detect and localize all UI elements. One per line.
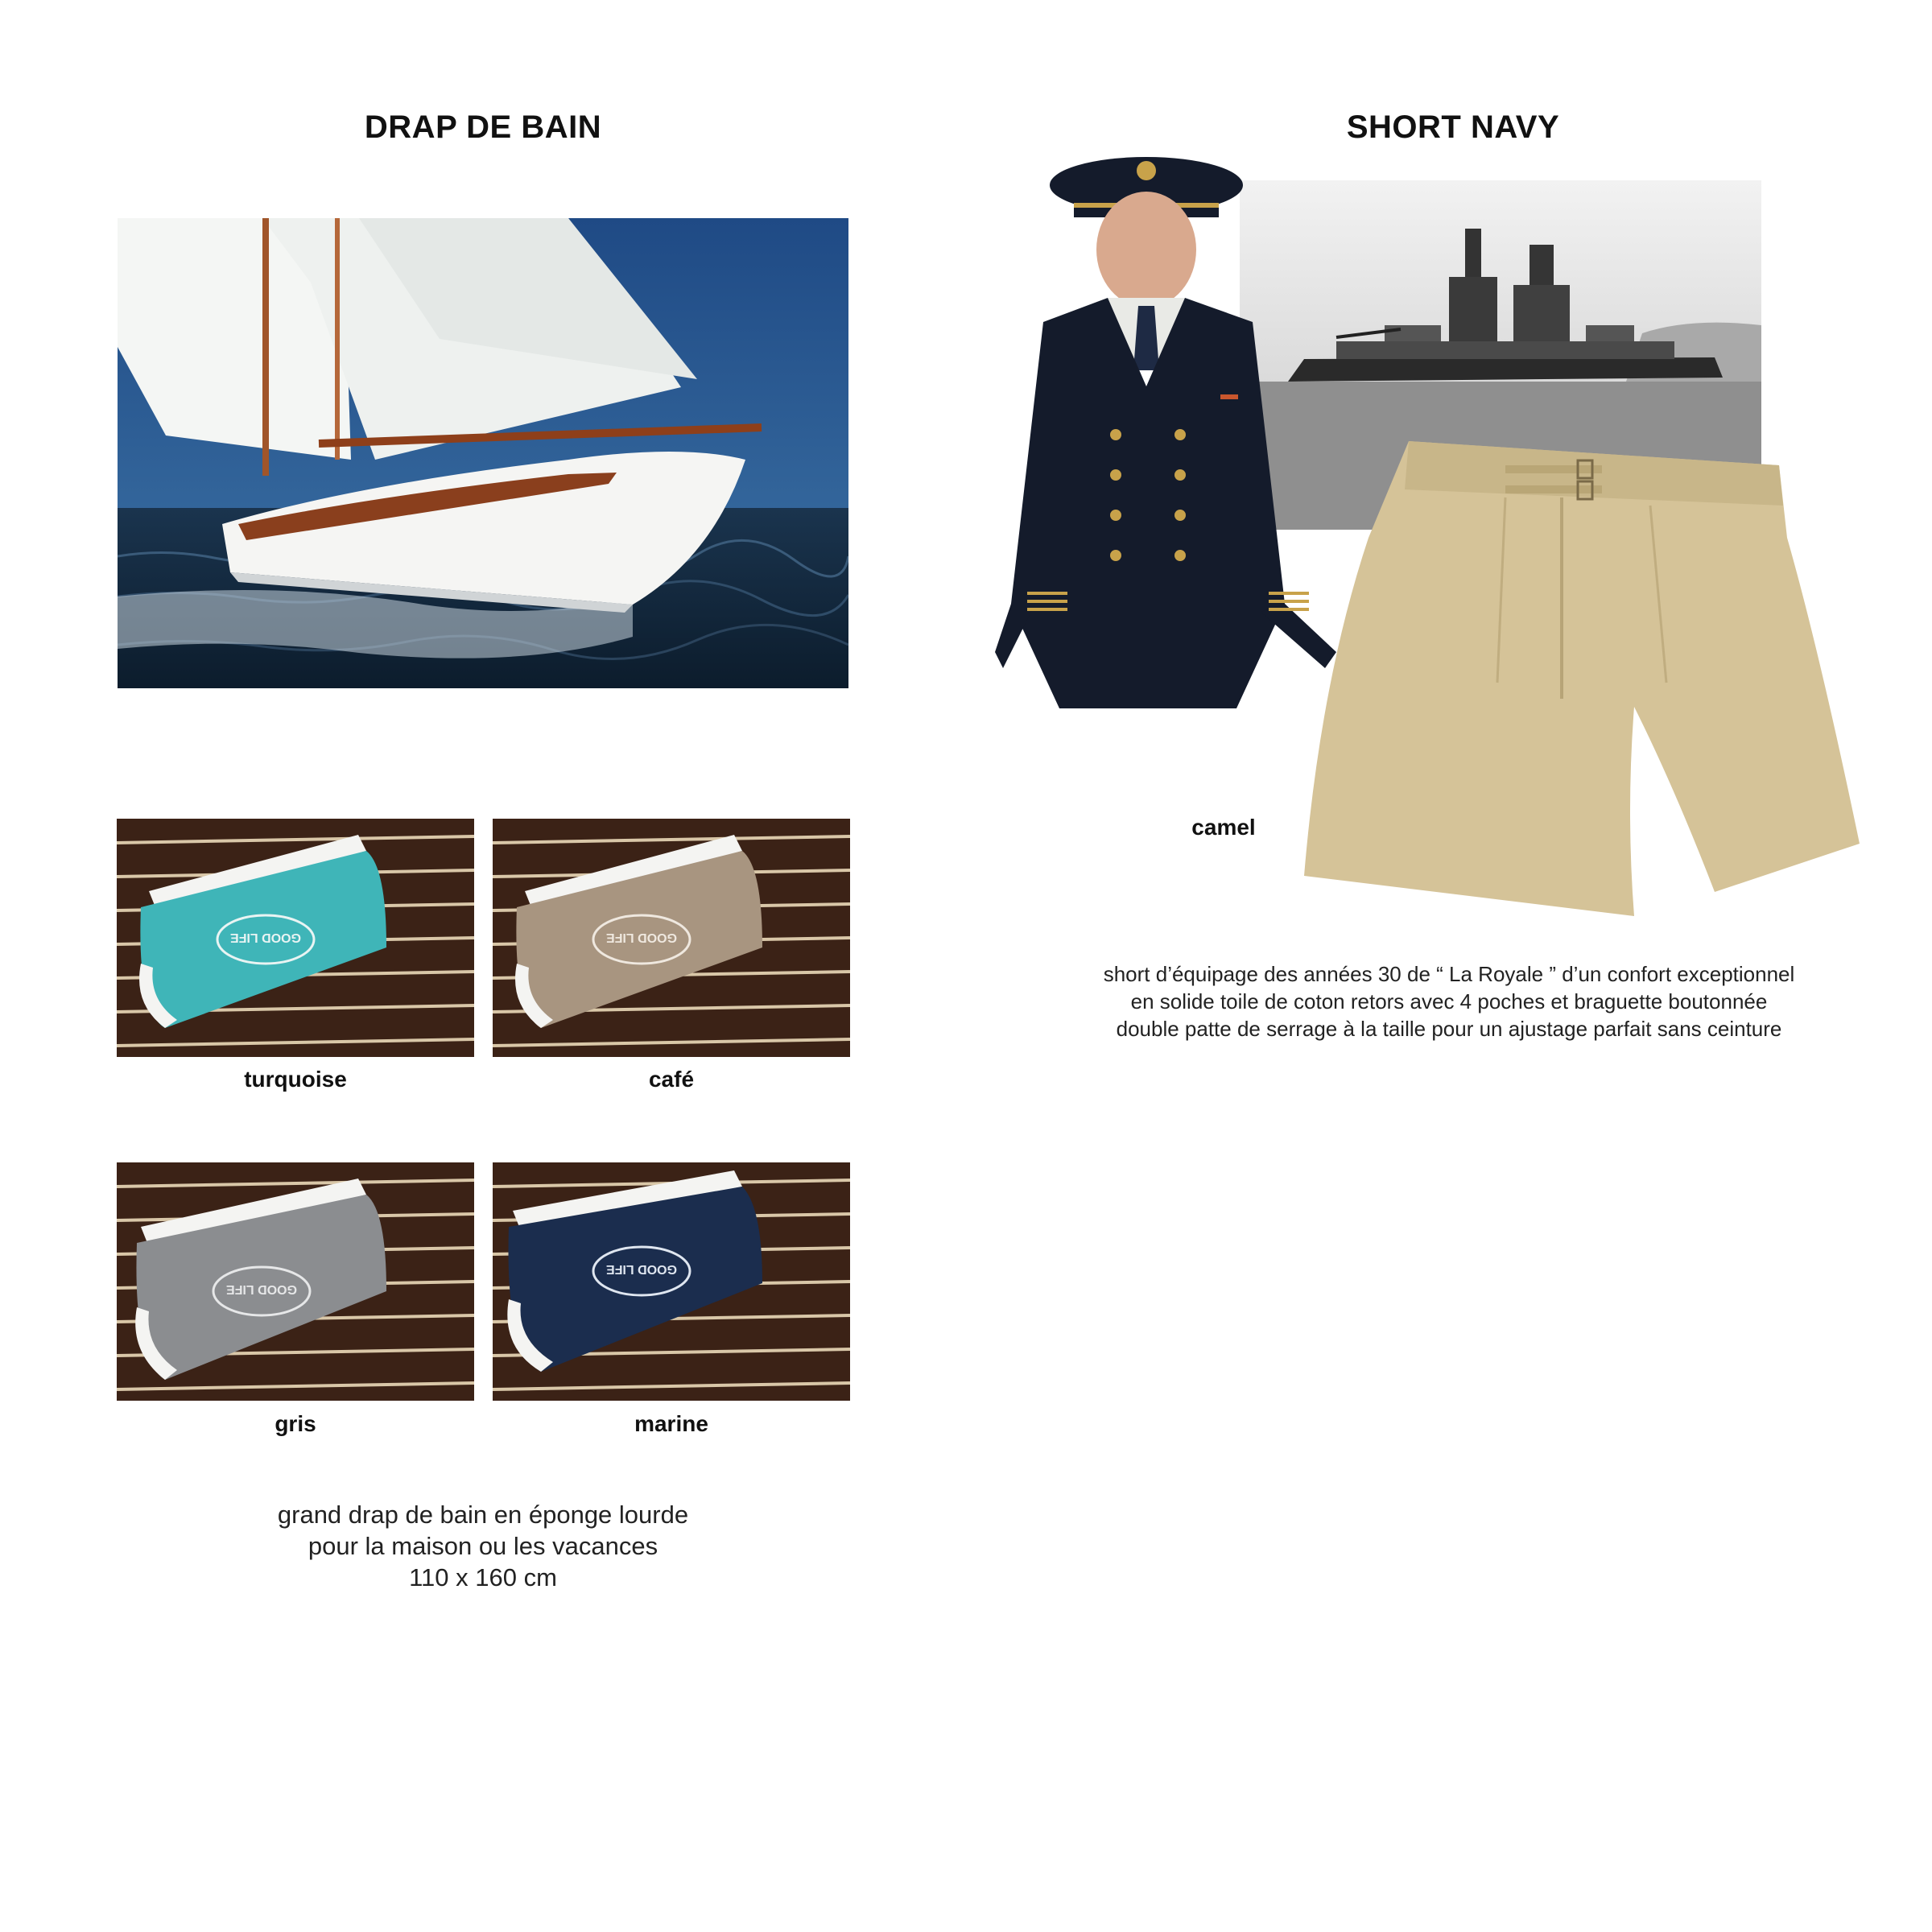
drap-de-bain-title: DRAP DE BAIN: [364, 109, 602, 145]
description-line: pour la maison ou les vacances: [308, 1532, 658, 1560]
towel-logo: GOOD LIFE: [226, 1282, 297, 1296]
officer-uniform-photo: [995, 153, 1336, 708]
sailboat-photo: [118, 218, 848, 688]
description-line: grand drap de bain en éponge lourde: [277, 1501, 689, 1529]
towel-cafe-image: [493, 819, 850, 1057]
description-line: 110 x 160 cm: [409, 1563, 557, 1591]
towel-logo: GOOD LIFE: [606, 931, 677, 944]
swatch-label-turquoise: turquoise: [244, 1067, 347, 1092]
towel-logo: GOOD LIFE: [230, 931, 301, 944]
description-line: short d’équipage des années 30 de “ La Royale ” d’un confort exceptionnel: [1103, 962, 1795, 986]
drap-de-bain-description: [118, 1499, 848, 1593]
towel-turquoise-image: [117, 819, 474, 1057]
towel-marine-image: [493, 1162, 850, 1401]
description-line: en solide toile de coton retors avec 4 poches et braguette boutonnée: [1130, 989, 1768, 1013]
short-navy-title: SHORT NAVY: [1346, 109, 1560, 145]
short-navy-description: [998, 960, 1900, 1042]
description-line: double patte de serrage à la taille pour un ajustage parfait sans ceinture: [1116, 1017, 1782, 1041]
swatch-label-marine: marine: [634, 1411, 708, 1436]
swatch-label-cafe: café: [648, 1067, 695, 1092]
towel-logo: GOOD LIFE: [606, 1262, 677, 1276]
color-label-camel: camel: [1191, 815, 1256, 840]
towel-gris-image: [117, 1162, 474, 1401]
camel-shorts-photo: [1296, 441, 1860, 916]
swatch-label-gris: gris: [275, 1411, 316, 1436]
